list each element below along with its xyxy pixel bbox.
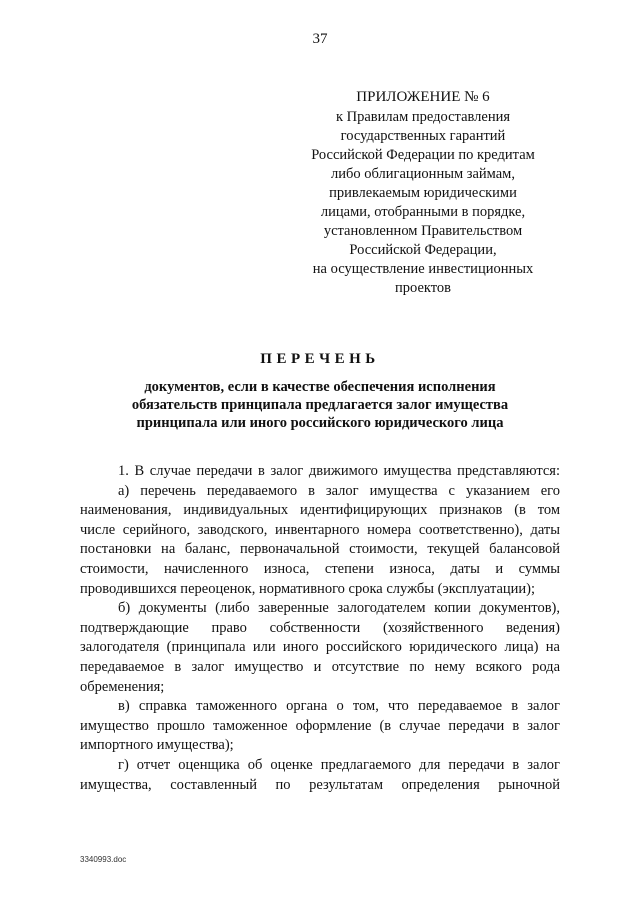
appendix-block (300, 88, 546, 298)
item-b-line: обременения; (80, 678, 165, 695)
subheading-line: принципала или иного российского юридического лица (136, 415, 504, 431)
appendix-line: лицами, отобранными в порядке, (320, 204, 526, 220)
subheading-line: документов, если в качестве обеспечения исполнения (144, 379, 496, 395)
appendix-line: к Правилам предоставления (335, 109, 511, 125)
file-name-footer: 3340993.doc (80, 855, 127, 864)
item-v-line: импортного имущества); (80, 737, 234, 754)
appendix-line: проектов (395, 280, 451, 296)
appendix-line: привлекаемым юридическими (329, 185, 517, 201)
appendix-line: Российской Федерации по кредитам (311, 147, 535, 163)
subheading-line: обязательств принципала предлагается залог имущества (131, 397, 509, 413)
item-a-line: числе серийного, заводского, инвентарного номера соответственно), даты (80, 521, 560, 538)
item-a-line: стоимости, начисленного износа, степени износа, даты и суммы (80, 560, 560, 577)
item-v-line: в) справка таможенного органа о том, что передаваемое в залог (118, 698, 560, 715)
item-a-line: постановки на баланс, первоначальной стоимости, текущей балансовой (80, 541, 560, 558)
paragraph-1-heading: 1. В случае передачи в залог движимого имущества представляются: (118, 463, 560, 479)
appendix-line: либо облигационным займам, (331, 166, 515, 182)
item-g-line: г) отчет оценщика об оценке предлагаемого для передачи в залог (118, 756, 560, 773)
document-subheading (110, 378, 530, 432)
page-number: 37 (312, 31, 328, 47)
item-b-line: передаваемое в залог имущество и отсутствие по нему всякого рода (80, 658, 560, 675)
appendix-line: государственных гарантий (340, 128, 506, 144)
appendix-line: установленном Правительством (323, 223, 523, 239)
item-v-line: имущество прошло таможенное оформление (в случае передачи в залог (80, 717, 560, 734)
item-b-line: б) документы (либо заверенные залогодателем копии документов), (118, 600, 560, 617)
appendix-line: Российской Федерации, (349, 242, 497, 258)
item-b-line: подтверждающие право собственности (хозяйственного ведения) (80, 619, 560, 636)
item-b-line: залогодателя (принципала или иного российского юридического лица) на (80, 639, 560, 656)
appendix-title: ПРИЛОЖЕНИЕ № 6 (356, 89, 490, 105)
appendix-line: на осуществление инвестиционных (312, 261, 534, 277)
item-a-line: проводившихся переоценок, нормативного срока службы (эксплуатации); (80, 580, 536, 597)
item-a-line: а) перечень передаваемого в залог имущества с указанием его (118, 482, 560, 499)
document-body (80, 462, 560, 795)
item-a-line: наименования, индивидуальных идентифицирующих признаков (в том (80, 502, 560, 519)
item-g-line: имущества, составленный по результатам определения рыночной (80, 776, 560, 793)
document-heading: ПЕРЕЧЕНЬ (260, 351, 380, 367)
